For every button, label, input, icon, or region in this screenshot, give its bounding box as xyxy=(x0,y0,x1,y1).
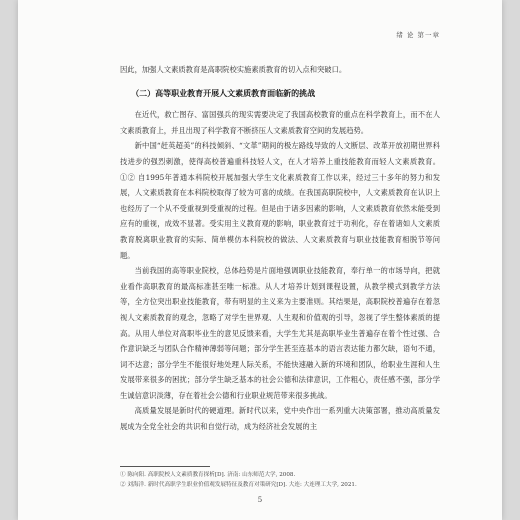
page-number: 5 xyxy=(257,496,263,504)
paragraph: 高质量发展是新时代的硬道理。新时代以来，党中央作出一系列重大决策部署，推动高质量发展成为全党全社会的共识和自觉行动，成为经济社会发展的主 xyxy=(120,406,440,432)
footnote-divider xyxy=(120,466,210,467)
footnote-item: ① 陈向阳. 高职院校人文素质教育探析[D]. 济南: 山东师范大学, 2008. xyxy=(120,472,296,478)
running-header: 绪 论 第一章 xyxy=(396,31,440,39)
paragraph: 当前我国的高等职业院校，总体趋势是片面地强调职业技能教育，奉行单一的市场导向，把就业看作高职教育的最高标准甚至唯一标准。从人才培养计划到课程设置，从教学模式到教学方法等，全方位突出职业技能教育，带有明显的主义来为主要准则。其结果是，高职院校普遍存在着忽视人文素质教育的观念，忽略了对学生世界观、人生观和价值观的引导，忽视了学生整体素质的提高。从用人单位对高职毕业生的意见反馈来看，大学生尤其是高职毕业生普遍存在着个性过强、合作意识缺乏与团队合作精神薄弱等问题；部分学生甚至连基本的语言表达能力都欠缺，语句不通，词不达意；部分学生不能很好地处理人际关系，不能快速融入新的环境和团队，给职业生涯和人生发展带来很多的困扰；部分学生缺乏基本的社会公德和法律意识，工作粗心，责任感不强，部分学生诚信意识淡薄，存在着社会公德和行业职业规范带来很多挑战。 xyxy=(120,266,440,400)
paragraph: 新中国“赶英超美”的科技倾斜、“文革”期间的极左路线导致的人文断层、改革开放初期世界科技进步的强烈刺激，使得高校普遍重科技轻人文，在人才培养上重技能教育而轻人文素质教育。①② 自1995年普通本科院校开展加强大学生文化素质教育工作以来，经过三十多年的努力和发展，人文素质教育在本科院校取得了较为可喜的成绩。在我国高职院校中，人文素质教育在认识上也经历了一个从不受重视到受重视的过程。但是由于诸多因素的影响，人文素质教育依然未能受到应有的重视，成效不显著。受实用主义教育观的影响，职业教育过于功利化，存在着诸如人文素质教育脱离职业教育的实际、简单模仿本科院校的做法、人文素质教育与职业技能教育相脱节等问题。 xyxy=(120,141,440,260)
document-page xyxy=(18,0,502,520)
body-text xyxy=(120,62,440,435)
paragraph-intro: 因此，加强人文素质教育是高职院校实施素质教育的切入点和突破口。 xyxy=(120,65,347,74)
paragraph: 在近代，救亡图存、富国强兵的现实需要决定了我国高校教育的重点在科学教育上，而不在人文素质教育上，并且出现了科学教育不断挤压人文素质教育空间的发展趋势。 xyxy=(120,110,440,135)
footnotes xyxy=(120,470,440,490)
section-heading: （二）高等职业教育开展人文素质教育面临新的挑战 xyxy=(131,88,316,98)
footnote-item: ② 刘海洋. 新时代高职学生职业价值观发展特征及教育对策研究[D]. 大连: 大连理工大学, 2021. xyxy=(120,482,357,488)
